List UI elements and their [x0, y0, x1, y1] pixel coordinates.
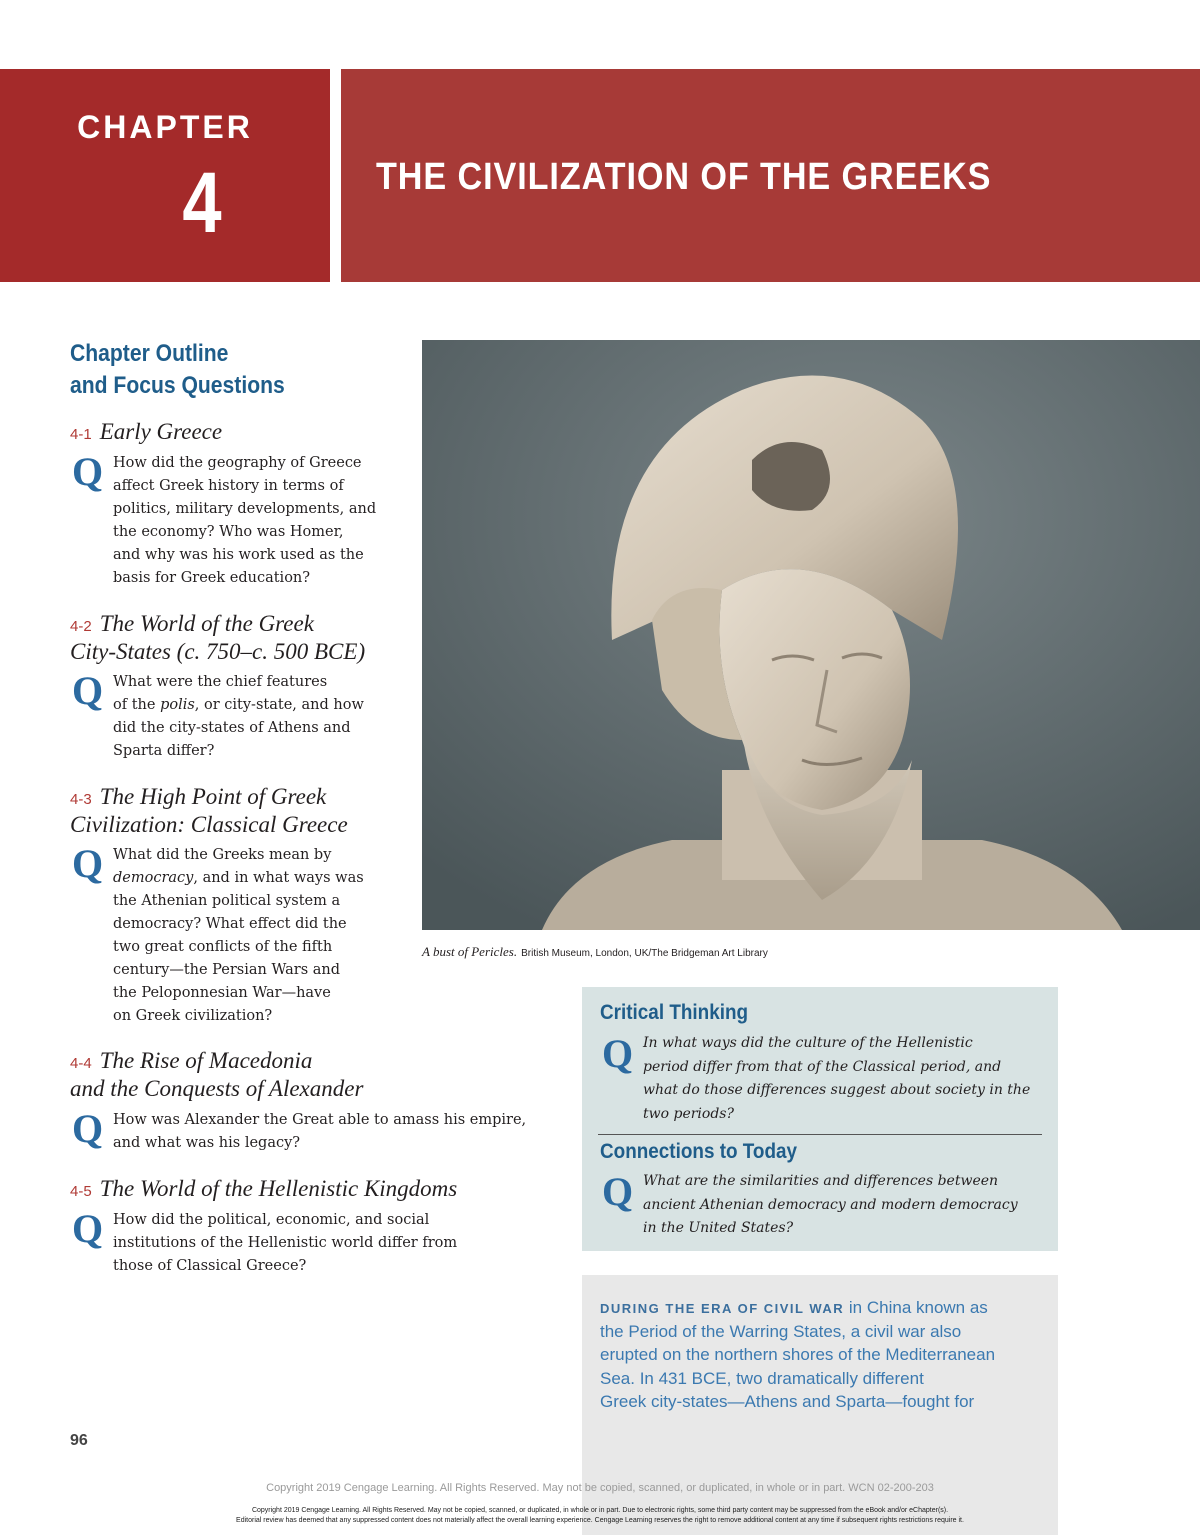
intro-line: erupted on the northern shores of the Mediterranean [600, 1345, 996, 1365]
question-q-icon: Q [602, 1169, 634, 1214]
question-line: two periods? [643, 1105, 734, 1122]
outline-heading [70, 338, 285, 402]
figure-caption [422, 944, 768, 960]
section-4-2-question [113, 671, 413, 763]
bust-illustration [422, 340, 1200, 930]
section-number: 4-2 [70, 618, 92, 635]
connections-heading: Connections to Today [600, 1140, 798, 1163]
section-title: Early Greece [99, 419, 223, 444]
section-title-line2: Civilization: Classical Greece [70, 812, 348, 837]
section-number: 4-1 [70, 426, 92, 443]
fineprint-line: Copyright 2019 Cengage Learning. All Rights Reserved. May not be copied, scanned, or duplicated, in whole or in part. Due to electronic rights, some third party content may be suppressed from the eBook and/or eChapter(s). [251, 1507, 949, 1514]
section-4-2-heading [70, 610, 430, 666]
question-line: How was Alexander the Great able to amass his empire, [113, 1112, 527, 1128]
section-title-line2: City-States (c. 750–c. 500 BCE) [70, 639, 366, 664]
question-line: the Athenian political system a [113, 893, 341, 909]
section-4-4-heading [70, 1047, 550, 1103]
section-4-3-question [113, 844, 413, 1028]
question-line: What were the chief features [113, 674, 328, 690]
section-title: The World of the Hellenistic Kingdoms [99, 1176, 458, 1201]
chapter-title: THE CIVILIZATION OF THE GREEKS [376, 156, 992, 198]
question-line: What are the similarities and differences between [643, 1173, 999, 1189]
question-line: basis for Greek education? [113, 570, 311, 586]
intro-line: the Period of the Warring States, a civil war also [600, 1322, 962, 1342]
question-line: affect Greek history in terms of [113, 478, 344, 494]
question-line: In what ways did the culture of the Hellenistic [643, 1035, 973, 1051]
question-line: the Peloponnesian War—have [113, 985, 331, 1001]
caption-credit: British Museum, London, UK/The Bridgeman Art Library [521, 948, 768, 959]
question-line: those of Classical Greece? [113, 1258, 307, 1274]
intro-line: in China known as [844, 1298, 988, 1317]
question-line: democracy? What effect did the [113, 916, 347, 932]
section-4-5-heading [70, 1175, 550, 1203]
question-line: politics, military developments, and [113, 501, 377, 517]
box-divider [598, 1134, 1042, 1135]
question-line: the economy? Who was Homer, [113, 524, 344, 540]
question-line: democracy, and in what ways was [113, 870, 364, 886]
connections-question [643, 1170, 1053, 1241]
question-line: did the city-states of Athens and [113, 720, 351, 736]
question-line: institutions of the Hellenistic world differ from [113, 1235, 458, 1251]
section-4-3-heading [70, 783, 430, 839]
question-line: on Greek civilization? [113, 1008, 273, 1024]
section-title: The Rise of Macedonia [99, 1048, 313, 1073]
copyright-fineprint [0, 1506, 1200, 1526]
question-line: what do those differences suggest about society in the [643, 1082, 1031, 1098]
section-4-5-question [113, 1209, 533, 1278]
critical-thinking-heading: Critical Thinking [600, 1001, 749, 1024]
question-line: period differ from that of the Classical period, and [643, 1058, 1002, 1075]
intro-lead: DURING THE ERA OF CIVIL WAR [600, 1301, 845, 1316]
chapter-number: 4 [182, 155, 222, 251]
intro-paragraph [600, 1296, 1040, 1413]
question-line: century—the Persian Wars and [113, 962, 341, 978]
page-number: 96 [70, 1432, 88, 1449]
pericles-bust-image [422, 340, 1200, 930]
section-title-line2: and the Conquests of Alexander [70, 1076, 364, 1101]
chapter-label: CHAPTER [77, 109, 253, 145]
question-line: Sparta differ? [113, 743, 215, 759]
section-number: 4-5 [70, 1183, 92, 1200]
outline-heading-line1: Chapter Outline [70, 340, 229, 367]
fineprint-line: Editorial review has deemed that any suppressed content does not materially affect the overall learning experience. Cengage Learning reserves the right to remove additional content at any time if subsequent rights restrictions require it. [236, 1517, 964, 1524]
section-number: 4-3 [70, 791, 92, 808]
copyright-notice: Copyright 2019 Cengage Learning. All Rights Reserved. May not be copied, scanned, or duplicated, in whole or in part. WCN 02-200-203 [266, 1482, 934, 1494]
section-number: 4-4 [70, 1055, 92, 1072]
question-q-icon: Q [602, 1031, 634, 1076]
question-q-icon: Q [72, 1106, 104, 1151]
question-q-icon: Q [72, 449, 104, 494]
caption-text: A bust of Pericles. [422, 944, 518, 959]
question-line: in the United States? [643, 1220, 794, 1236]
outline-heading-line2: and Focus Questions [70, 372, 285, 399]
question-q-icon: Q [72, 668, 104, 713]
section-4-1-heading [70, 418, 430, 446]
section-title: The World of the Greek [99, 611, 314, 636]
question-line: ancient Athenian democracy and modern democracy [643, 1196, 1018, 1213]
section-4-4-question [113, 1109, 573, 1155]
question-line: How did the political, economic, and social [113, 1212, 430, 1228]
question-line: What did the Greeks mean by [113, 847, 332, 863]
question-q-icon: Q [72, 1206, 104, 1251]
question-line: and why was his work used as the [113, 547, 364, 563]
question-q-icon: Q [72, 841, 104, 886]
question-line: and what was his legacy? [113, 1135, 301, 1151]
intro-line: Sea. In 431 BCE, two dramatically different [600, 1368, 924, 1388]
critical-thinking-question [643, 1032, 1053, 1126]
section-4-1-question [113, 452, 413, 590]
question-line: How did the geography of Greece [113, 455, 362, 471]
question-line: of the polis, or city-state, and how [113, 697, 364, 713]
question-line: two great conflicts of the fifth [113, 939, 333, 955]
intro-line: Greek city-states—Athens and Sparta—fought for [600, 1391, 975, 1411]
section-title: The High Point of Greek [99, 784, 327, 809]
